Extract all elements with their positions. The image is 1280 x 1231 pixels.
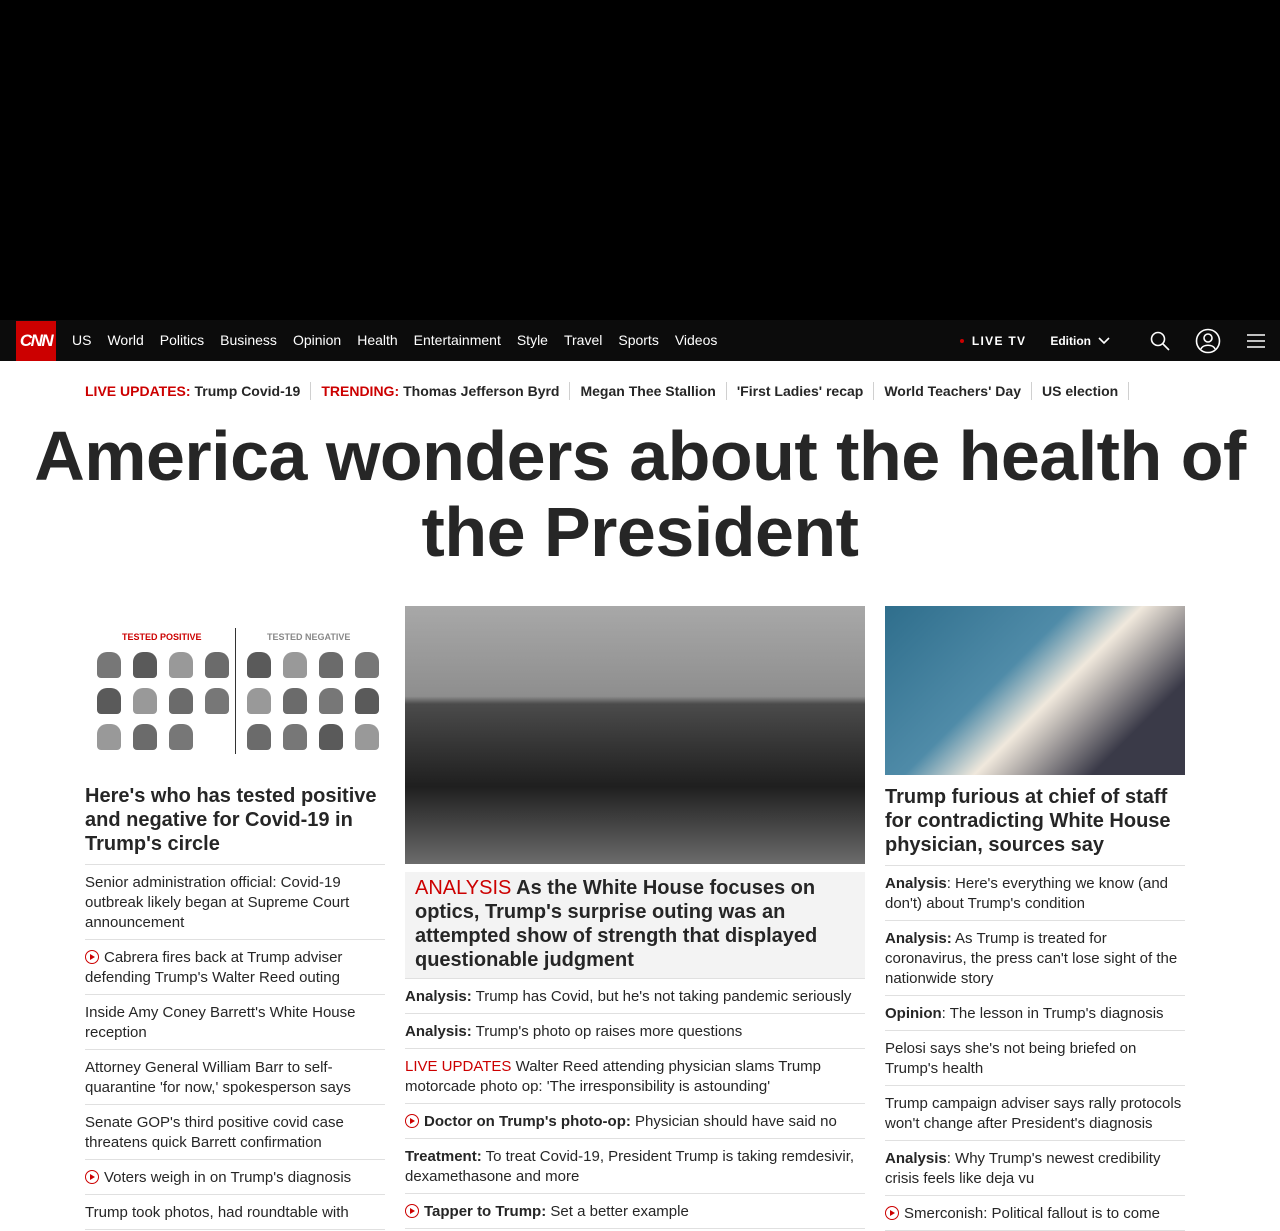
list-item[interactable] xyxy=(885,996,1185,1031)
live-tv-button[interactable] xyxy=(960,334,1026,348)
search-icon[interactable] xyxy=(1136,320,1184,361)
portrait-image xyxy=(169,724,193,750)
live-updates-label: LIVE UPDATES: xyxy=(85,383,191,399)
trending-link[interactable]: Megan Thee Stallion xyxy=(570,382,726,400)
list-item[interactable] xyxy=(885,866,1185,921)
play-icon xyxy=(885,1206,899,1220)
nav-link-style[interactable]: Style xyxy=(516,332,548,348)
portrait-image xyxy=(247,652,271,678)
item-text: Pelosi says she's not being briefed on Trump's health xyxy=(885,1040,1137,1077)
item-text: : Why Trump's newest credibility crisis feels like deja vu xyxy=(885,1150,1161,1187)
trending-label: TRENDING: xyxy=(321,383,400,399)
play-icon xyxy=(85,950,99,964)
story-title[interactable] xyxy=(405,872,865,979)
item-label: Tapper to Trump: xyxy=(424,1203,547,1220)
story-list xyxy=(405,979,865,1229)
story-list xyxy=(885,866,1185,1231)
list-item[interactable] xyxy=(405,1139,865,1194)
item-text: Senior administration official: Covid-19 outbreak likely began at Supreme Court announcement xyxy=(85,874,350,931)
item-text: Cabrera fires back at Trump adviser defending Trump's Walter Reed outing xyxy=(85,949,343,986)
list-item[interactable] xyxy=(885,1141,1185,1196)
list-item[interactable] xyxy=(85,995,385,1050)
item-text: Voters weigh in on Trump's diagnosis xyxy=(104,1169,352,1186)
item-text: Physician should have said no xyxy=(635,1113,837,1130)
right-column xyxy=(885,606,1185,1231)
list-item[interactable] xyxy=(405,1049,865,1104)
play-icon xyxy=(85,1170,99,1184)
list-item[interactable] xyxy=(405,1194,865,1229)
list-item[interactable] xyxy=(405,979,865,1014)
live-updates-link[interactable]: Trump Covid-19 xyxy=(195,382,312,400)
nav-link-travel[interactable]: Travel xyxy=(563,332,603,348)
portrait-image xyxy=(97,724,121,750)
main-headline[interactable]: America wonders about the health of the President xyxy=(34,417,1246,571)
item-label: Analysis: xyxy=(405,1023,472,1040)
portrait-image xyxy=(133,724,157,750)
item-text: Trump has Covid, but he's not taking pandemic seriously xyxy=(475,988,852,1005)
item-text: Trump's photo op raises more questions xyxy=(475,1023,743,1040)
nav-link-sports[interactable]: Sports xyxy=(618,332,659,348)
cnn-logo[interactable]: CNN xyxy=(16,321,56,361)
portrait-image xyxy=(355,652,379,678)
list-item[interactable] xyxy=(85,940,385,995)
item-label: Treatment: xyxy=(405,1148,482,1165)
item-label: Doctor on Trump's photo-op: xyxy=(424,1113,631,1130)
collage-divider xyxy=(235,628,236,754)
play-icon xyxy=(405,1204,419,1218)
portrait-image xyxy=(355,688,379,714)
nav-links xyxy=(64,320,725,361)
item-text: To treat Covid-19, President Trump is taking remdesivir, dexamethasone and more xyxy=(405,1148,855,1185)
nav-link-politics[interactable]: Politics xyxy=(159,332,205,348)
portrait-image xyxy=(205,688,229,714)
live-tv-label: LIVE TV xyxy=(971,333,1027,348)
list-item[interactable] xyxy=(85,1050,385,1105)
live-updates-kicker: LIVE UPDATES xyxy=(405,1058,512,1075)
list-item[interactable] xyxy=(885,921,1185,996)
trending-link[interactable]: 'First Ladies' recap xyxy=(727,382,875,400)
list-item[interactable] xyxy=(85,1105,385,1160)
portrait-image xyxy=(133,688,157,714)
list-item[interactable] xyxy=(405,1104,865,1139)
portrait-image xyxy=(205,652,229,678)
trending-link[interactable]: Thomas Jefferson Byrd xyxy=(403,382,570,400)
nav-right xyxy=(960,320,1280,361)
item-text: Smerconish: Political fallout is to come xyxy=(904,1205,1160,1222)
ad-banner xyxy=(0,0,1280,320)
portrait-image xyxy=(247,688,271,714)
nav-link-entertainment[interactable]: Entertainment xyxy=(413,332,501,348)
play-icon xyxy=(405,1114,419,1128)
item-label: Analysis: xyxy=(885,930,952,947)
trending-bar xyxy=(85,382,1129,400)
edition-label: Edition xyxy=(1050,333,1091,348)
story-title[interactable]: Trump furious at chief of staff for contradicting White House physician, sources say xyxy=(885,785,1185,866)
item-text: Senate GOP's third positive covid case threatens quick Barrett confirmation xyxy=(85,1114,344,1151)
list-item[interactable] xyxy=(885,1196,1185,1231)
portrait-image xyxy=(283,652,307,678)
list-item[interactable] xyxy=(85,1160,385,1195)
live-dot-icon xyxy=(960,339,964,343)
middle-column xyxy=(405,606,865,1229)
portrait-image xyxy=(169,688,193,714)
portrait-image xyxy=(283,724,307,750)
portrait-image xyxy=(97,652,121,678)
nav-link-health[interactable]: Health xyxy=(357,332,398,348)
portrait-image xyxy=(169,652,193,678)
trending-link[interactable]: US election xyxy=(1032,382,1129,400)
item-text: Set a better example xyxy=(550,1203,689,1220)
nav-link-videos[interactable]: Videos xyxy=(674,332,718,348)
portrait-image xyxy=(283,688,307,714)
list-item[interactable] xyxy=(885,1031,1185,1086)
list-item[interactable] xyxy=(85,865,385,940)
left-column xyxy=(85,606,385,1230)
analysis-kicker: ANALYSIS xyxy=(415,877,512,899)
item-text: Inside Amy Coney Barrett's White House reception xyxy=(85,1004,356,1041)
portrait-image xyxy=(133,652,157,678)
item-label: Analysis xyxy=(885,875,947,892)
portrait-image xyxy=(355,724,379,750)
portrait-image xyxy=(247,724,271,750)
story-title[interactable]: Here's who has tested positive and negative for Covid-19 in Trump's circle xyxy=(85,784,385,865)
list-item[interactable] xyxy=(85,1195,385,1230)
item-label: Analysis xyxy=(885,1150,947,1167)
portrait-image xyxy=(319,724,343,750)
list-item[interactable] xyxy=(885,1086,1185,1141)
portrait-image xyxy=(319,652,343,678)
item-text: : Here's everything we know (and don't) about Trump's condition xyxy=(885,875,1169,912)
nav-link-opinion[interactable]: Opinion xyxy=(292,332,342,348)
top-nav xyxy=(0,320,1280,361)
story-list xyxy=(85,865,385,1230)
portrait-image xyxy=(319,688,343,714)
nav-link-world[interactable]: World xyxy=(107,332,144,348)
nav-link-us[interactable]: US xyxy=(72,332,92,348)
chevron-down-icon xyxy=(1098,337,1110,345)
motorcade-photo[interactable] xyxy=(405,606,865,864)
item-text: : The lesson in Trump's diagnosis xyxy=(941,1005,1164,1022)
item-text: Attorney General William Barr to self-quarantine 'for now,' spokesperson says xyxy=(85,1059,351,1096)
item-label: Opinion xyxy=(885,1005,942,1022)
nav-link-business[interactable]: Business xyxy=(220,332,277,348)
item-label: Analysis: xyxy=(405,988,472,1005)
tested-collage-image[interactable] xyxy=(85,606,385,774)
item-text: Trump took photos, had roundtable with xyxy=(85,1204,349,1221)
menu-icon[interactable] xyxy=(1232,320,1280,361)
account-icon[interactable] xyxy=(1184,320,1232,361)
edition-dropdown[interactable] xyxy=(1050,334,1110,348)
list-item[interactable] xyxy=(405,1014,865,1049)
chief-of-staff-photo[interactable] xyxy=(885,606,1185,775)
item-text: As Trump is treated for coronavirus, the press can't lose sight of the nationwide story xyxy=(885,930,1178,987)
tested-negative-label: TESTED NEGATIVE xyxy=(267,632,351,642)
tested-positive-label: TESTED POSITIVE xyxy=(122,632,202,642)
story-title-text: As the White House focuses on optics, Trump's surprise outing was an attempted show of strength that displayed questionable judgment xyxy=(415,877,818,971)
item-text: Walter Reed attending physician slams Trump motorcade photo op: 'The irresponsibility is astounding' xyxy=(405,1058,822,1095)
portrait-image xyxy=(97,688,121,714)
item-text: Trump campaign adviser says rally protocols won't change after President's diagnosis xyxy=(885,1095,1182,1132)
trending-link[interactable]: World Teachers' Day xyxy=(874,382,1032,400)
